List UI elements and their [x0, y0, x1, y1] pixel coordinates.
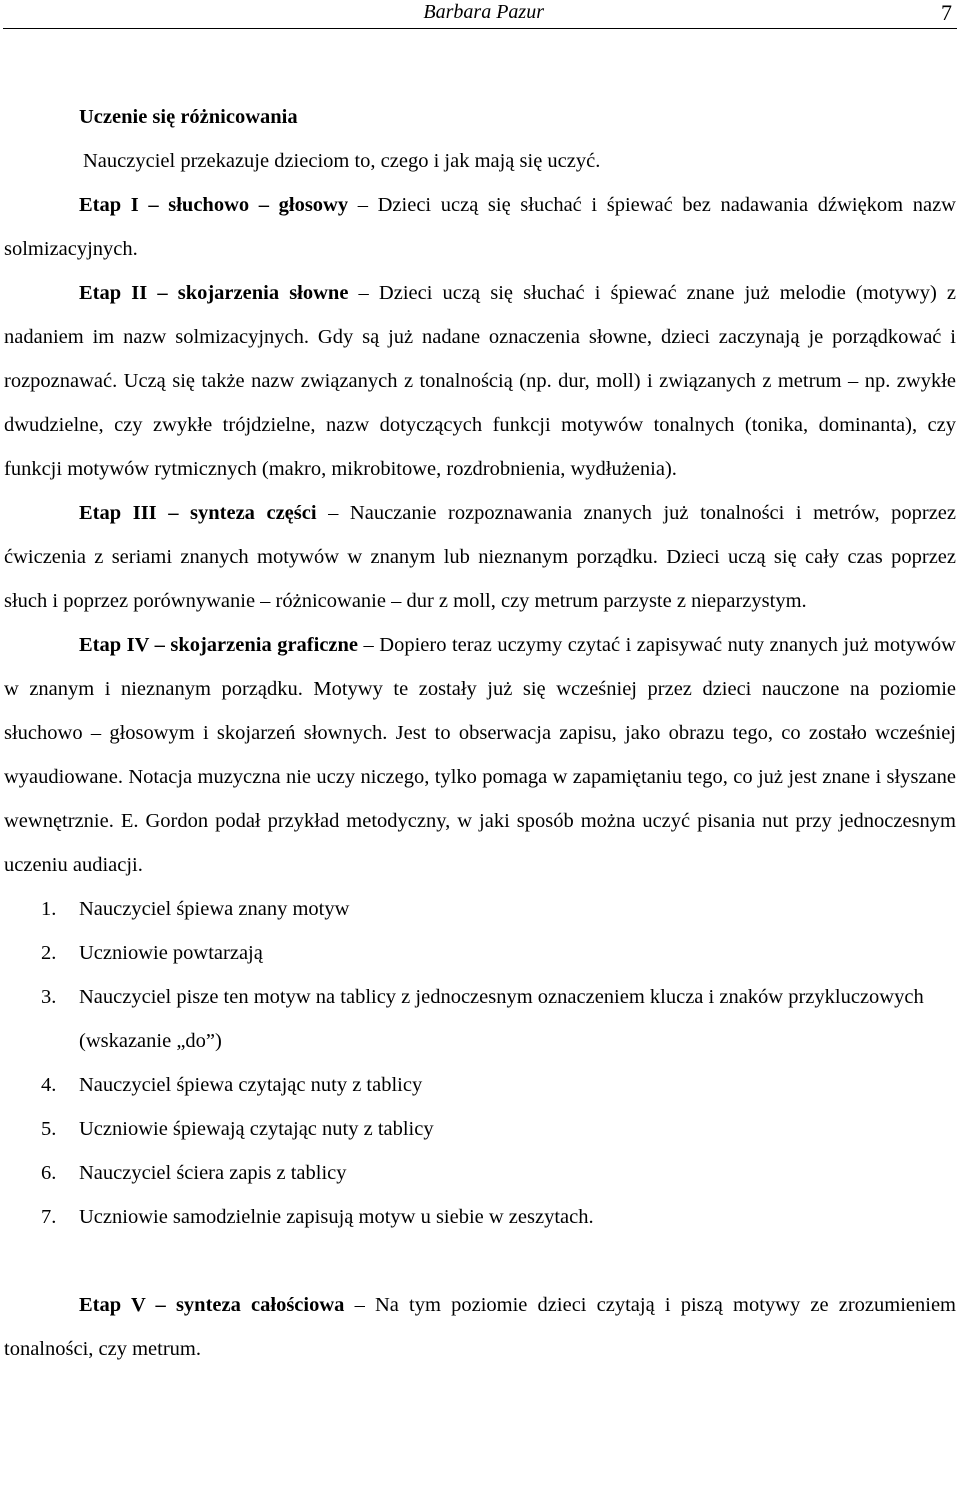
- stage-2-paragraph: [4, 271, 956, 491]
- stage-2-text: – Dzieci uczą się słuchać i śpiewać znane już melodie (motywy) z nadaniem im nazw solmizacyjnych. Gdy są już nadane oznaczenia słowne, dzieci zaczynają je porządkować i rozpoznawać. Uczą się także nazw związanych z tonalnością (np. dur, moll) i związanych z metrum – np. zwykłe dwudzielne, czy zwykłe trójdzielne, nazw dotyczących funkcji motywów tonalnych (tonika, dominanta), czy funkcji motywów rytmicznych (makro, mikrobitowe, rozdrobnienia, wydłużenia).: [4, 282, 956, 480]
- stage-5-text: – Na tym poziomie dzieci czytają i piszą motywy ze zrozumieniem tonalności, czy metrum.: [4, 1294, 956, 1360]
- header-author: Barbara Pazur: [423, 1, 544, 23]
- stage-5-label: Etap V – synteza całościowa: [79, 1294, 345, 1316]
- stage-1-paragraph: [4, 183, 956, 271]
- list-item-number: 4.: [41, 1074, 57, 1096]
- list-item: [4, 1195, 956, 1239]
- list-item-number: 1.: [41, 898, 57, 920]
- intro-paragraph: Nauczyciel przekazuje dzieciom to, czego i jak mają się uczyć.: [83, 150, 601, 172]
- list-item-text: Uczniowie samodzielnie zapisują motyw u siebie w zeszytach.: [79, 1206, 594, 1228]
- list-item: [4, 1063, 956, 1107]
- list-item-number: 3.: [41, 986, 57, 1008]
- stage-1-text: – Dzieci uczą się słuchać i śpiewać bez nadawania dźwiękom nazw solmizacyjnych.: [4, 194, 956, 260]
- stage-1-label: Etap I – słuchowo – głosowy: [79, 194, 349, 216]
- list-item-text: Nauczyciel śpiewa znany motyw: [79, 898, 350, 920]
- running-header: [0, 0, 960, 30]
- section-title: Uczenie się różnicowania: [79, 106, 298, 128]
- stage-4-paragraph: [4, 623, 956, 887]
- stage-4-label: Etap IV – skojarzenia graficzne: [79, 634, 359, 656]
- page-number: 7: [941, 0, 952, 25]
- list-item-number: 5.: [41, 1118, 57, 1140]
- spacer: [4, 1239, 956, 1283]
- list-item: [4, 1107, 956, 1151]
- list-item-text: Nauczyciel pisze ten motyw na tablicy z jednoczesnym oznaczeniem klucza i znaków przykluczowych (wskazanie „do”): [79, 986, 924, 1052]
- document-body: [4, 95, 956, 1371]
- stage-3-paragraph: [4, 491, 956, 623]
- stage-5-paragraph: [4, 1283, 956, 1371]
- list-item: [4, 1151, 956, 1195]
- list-item-number: 2.: [41, 942, 57, 964]
- stage-3-label: Etap III – synteza części: [79, 502, 317, 524]
- header-rule: [3, 28, 957, 29]
- stage-3-text: – Nauczanie rozpoznawania znanych już tonalności i metrów, poprzez ćwiczenia z seriami znanych motywów w znanym lub nieznanym porządku. Dzieci uczą się cały czas poprzez słuch i poprzez porównywanie – różnicowanie – dur z moll, czy metrum parzyste z nieparzystym.: [4, 502, 957, 612]
- steps-list: [4, 887, 956, 1239]
- list-item-text: Uczniowie powtarzają: [79, 942, 263, 964]
- list-item: [4, 975, 956, 1063]
- list-item: [4, 887, 956, 931]
- list-item-text: Nauczyciel ściera zapis z tablicy: [79, 1162, 347, 1184]
- list-item-text: Nauczyciel śpiewa czytając nuty z tablicy: [79, 1074, 423, 1096]
- list-item-number: 6.: [41, 1162, 57, 1184]
- list-item-text: Uczniowie śpiewają czytając nuty z tablicy: [79, 1118, 434, 1140]
- list-item: [4, 931, 956, 975]
- list-item-number: 7.: [41, 1206, 57, 1228]
- stage-4-text: – Dopiero teraz uczymy czytać i zapisywać nuty znanych już motywów w znanym i nieznanym porządku. Motywy te zostały już się wcześniej przez dzieci nauczone na poziomie słuchowo – głosowym i skojarzeń słownych. Jest to obserwacja zapisu, jako obrazu tego, co zostało wcześniej wyaudiowane. Notacja muzyczna nie uczy niczego, tylko pomaga w zapamiętaniu tego, co już jest znane i słyszane wewnętrznie. E. Gordon podał przykład metodyczny, w jaki sposób można uczyć pisania nut przy jednoczesnym uczeniu audiacji.: [4, 634, 956, 876]
- stage-2-label: Etap II – skojarzenia słowne: [79, 282, 349, 304]
